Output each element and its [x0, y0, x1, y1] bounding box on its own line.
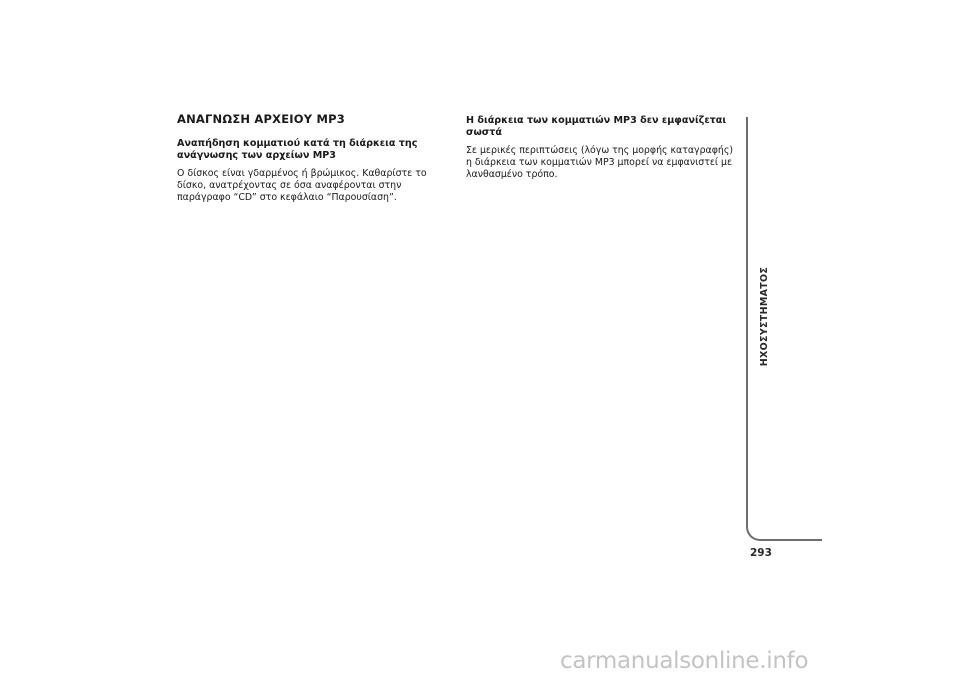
track-skip-heading: Αναπήδηση κομματιού κατά τη διάρκεια της ανάγνωσης των αρχείων MP3 — [177, 138, 418, 161]
left-column — [177, 112, 445, 205]
watermark: carmanualsonline.info — [560, 648, 809, 674]
track-skip-text: Ο δίσκος είναι γδαρμένος ή βρώμικος. Καθαρίστε το δίσκο, ανατρέχοντας σε όσα αναφέρονται στην παράγραφο “CD” στο κεφάλαιο “Παρουσίαση”. — [177, 168, 427, 204]
right-column — [466, 115, 736, 182]
section-title: ΑΝΑΓΝΩΣΗ ΑΡΧΕΙΟΥ MP3 — [177, 112, 345, 126]
track-duration-text: Σε μερικές περιπτώσεις (λόγω της μορφής καταγραφής) η διάρκεια των κομματιών MP3 μπορεί να εμφανιστεί με λανθασμένο τρόπο. — [466, 145, 733, 181]
page-number: 293 — [750, 547, 772, 559]
chapter-tab — [757, 266, 773, 366]
chapter-tab-label: ΗΧΟΣΥΣΤΗΜΑΤΟΣ — [759, 266, 771, 366]
track-duration-heading: Η διάρκεια των κομματιών MP3 δεν εμφανίζεται σωστά — [466, 115, 727, 138]
